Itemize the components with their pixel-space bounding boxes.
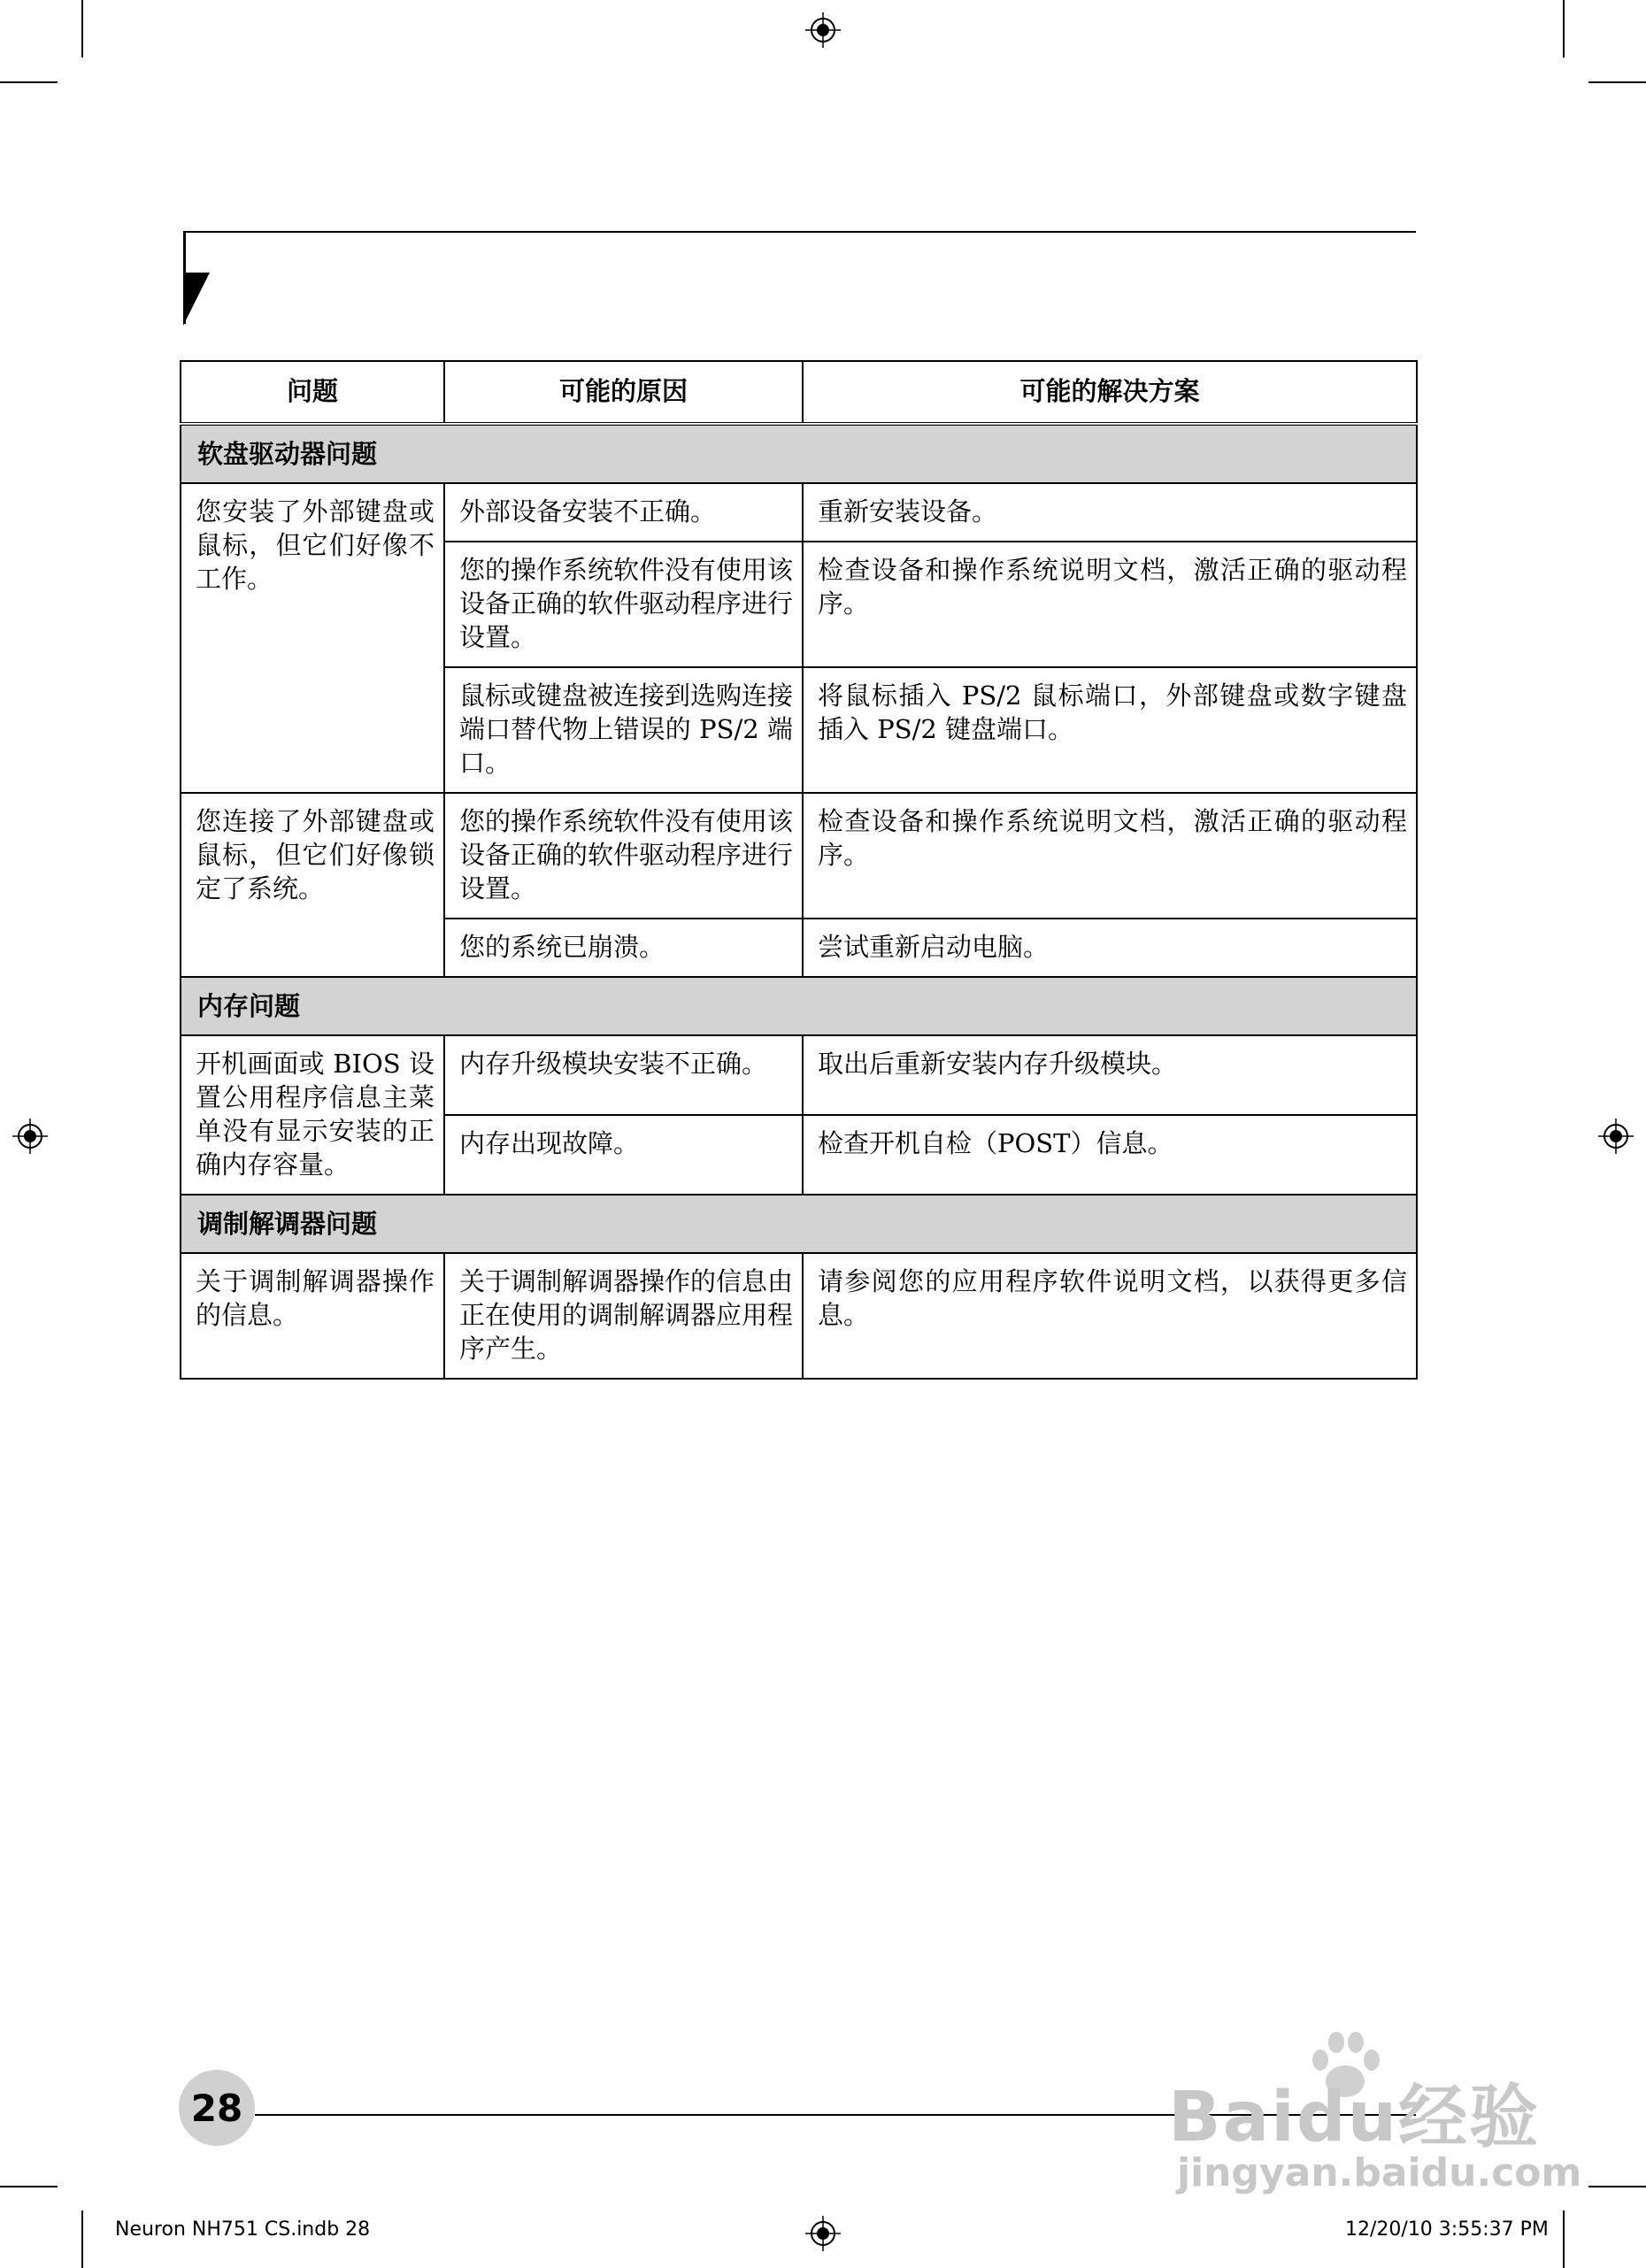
crop-mark [1588,2186,1646,2187]
section-title: 内存问题 [181,977,1417,1035]
cause-cell: 您的操作系统软件没有使用该设备正确的软件驱动程序进行设置。 [444,793,803,919]
crop-mark [0,2186,58,2187]
table-row [181,1035,1417,1115]
section-row [181,977,1417,1035]
page-number: 28 [179,2070,255,2146]
baidu-watermark [1168,2026,1582,2203]
registration-mark-icon [805,2216,841,2251]
registration-mark-icon [805,12,841,48]
slug-timestamp: 12/20/10 3:55:37 PM [1345,2218,1549,2241]
problem-cell: 开机画面或 BIOS 设置公用程序信息主菜单没有显示安装的正确内存容量。 [181,1035,444,1195]
column-header-cause: 可能的原因 [444,361,803,424]
cause-cell: 内存升级模块安装不正确。 [444,1035,803,1115]
table-row [181,793,1417,919]
registration-mark-icon [1598,1119,1634,1154]
solution-cell: 检查设备和操作系统说明文档，激活正确的驱动程序。 [803,793,1417,919]
crop-mark [1563,0,1565,58]
problem-cell: 您连接了外部键盘或鼠标，但它们好像锁定了系统。 [181,793,444,977]
solution-cell: 检查开机自检（POST）信息。 [803,1115,1417,1195]
watermark-brand: Baidu经验 [1168,2078,1541,2157]
slug-file-info: Neuron NH751 CS.indb 28 [115,2218,371,2241]
cause-cell: 您的系统已崩溃。 [444,919,803,977]
column-header-solution: 可能的解决方案 [803,361,1417,424]
table-row [181,1253,1417,1379]
section-title: 软盘驱动器问题 [181,424,1417,483]
header-triangle-icon [183,273,210,326]
section-title: 调制解调器问题 [181,1195,1417,1253]
solution-cell: 将鼠标插入 PS/2 鼠标端口，外部键盘或数字键盘插入 PS/2 键盘端口。 [803,667,1417,793]
cause-cell: 关于调制解调器操作的信息由正在使用的调制解调器应用程序产生。 [444,1253,803,1379]
cause-cell: 内存出现故障。 [444,1115,803,1195]
crop-mark [1588,81,1646,83]
problem-cell: 关于调制解调器操作的信息。 [181,1253,444,1379]
solution-cell: 取出后重新安装内存升级模块。 [803,1035,1417,1115]
solution-cell: 请参阅您的应用程序软件说明文档，以获得更多信息。 [803,1253,1417,1379]
crop-mark [0,81,58,83]
solution-cell: 重新安装设备。 [803,483,1417,542]
problem-cell: 您安装了外部键盘或鼠标，但它们好像不工作。 [181,483,444,793]
crop-mark [81,2210,83,2268]
section-row [181,424,1417,483]
solution-cell: 尝试重新启动电脑。 [803,919,1417,977]
table-header-row [181,361,1417,424]
cause-cell: 外部设备安装不正确。 [444,483,803,542]
registration-mark-icon [12,1119,48,1154]
column-header-problem: 问题 [181,361,444,424]
section-row [181,1195,1417,1253]
cause-cell: 鼠标或键盘被连接到选购连接端口替代物上错误的 PS/2 端口。 [444,667,803,793]
troubleshooting-table [180,360,1418,1380]
watermark-url: jingyan.baidu.com [1177,2150,1582,2195]
crop-mark [1563,2210,1565,2268]
crop-mark [81,0,83,58]
header-rule [183,231,1416,233]
solution-cell: 检查设备和操作系统说明文档，激活正确的驱动程序。 [803,542,1417,667]
table-row [181,483,1417,542]
cause-cell: 您的操作系统软件没有使用该设备正确的软件驱动程序进行设置。 [444,542,803,667]
